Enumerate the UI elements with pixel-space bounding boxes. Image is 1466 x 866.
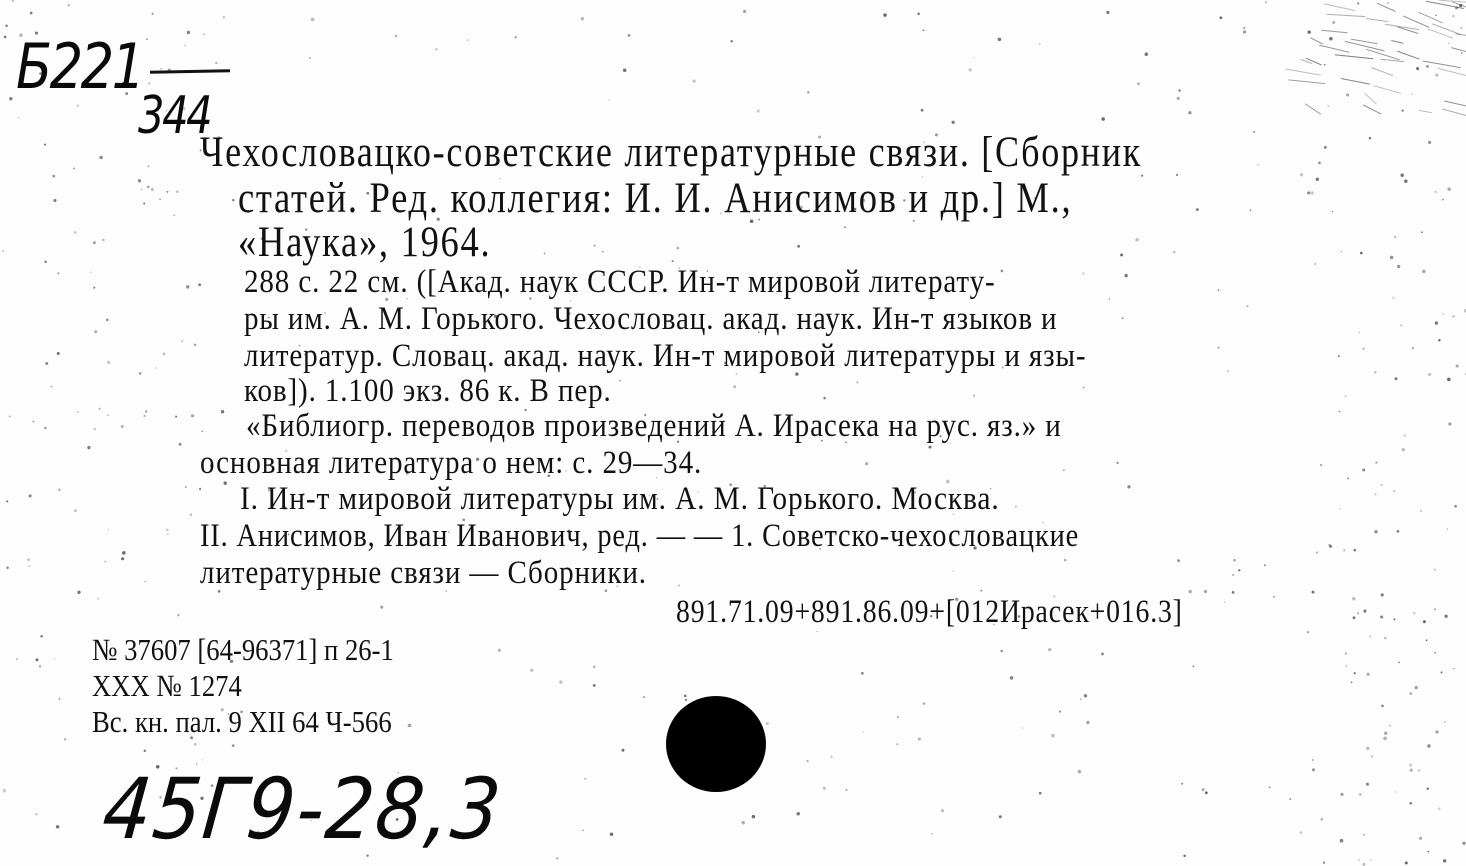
note-line-2: основная литература о нем: с. 29—34. bbox=[200, 445, 703, 481]
description-line-2: ры им. А. М. Горького. Чехословац. акад. наук. Ин-т языков и bbox=[244, 301, 1058, 337]
title-line-2: статей. Ред. коллегия: И. И. Анисимов и др.] М., bbox=[238, 175, 1073, 222]
registry-line-2: XXX № 1274 bbox=[92, 668, 242, 703]
registry-line-3: Вс. кн. пал. 9 XII 64 Ч-566 bbox=[92, 704, 392, 739]
title-line-3: «Наука», 1964. bbox=[238, 219, 492, 266]
classification-code: 891.71.09+891.86.09+[012Ирасек+016.3] bbox=[676, 594, 1183, 630]
punch-hole bbox=[666, 696, 766, 792]
note-line-1: «Библиогр. переводов произведений А. Ирасека на рус. яз.» и bbox=[246, 408, 1062, 444]
description-line-3: литератур. Словац. акад. наук. Ин-т мировой литературы и язы- bbox=[244, 338, 1087, 374]
call-number-bottom: 344 bbox=[138, 86, 211, 146]
description-line-4: ков]). 1.100 экз. 86 к. В пер. bbox=[244, 373, 612, 409]
title-line-1: Чехословацко-советские литературные связи. [Сборник bbox=[200, 129, 1142, 176]
inventory-number: 45Г9-28,3 bbox=[98, 760, 507, 858]
registry-line-1: № 37607 [64-96371] п 26-1 bbox=[92, 632, 394, 667]
tracing-line-3: литературные связи — Сборники. bbox=[200, 555, 647, 591]
tracing-line-2: II. Анисимов, Иван Иванович, ред. — — 1. Советско-чехословацкие bbox=[200, 518, 1080, 554]
call-number-top: Б221 bbox=[16, 30, 143, 103]
tracing-line-1: I. Ин-т мировой литературы им. А. М. Горького. Москва. bbox=[240, 481, 1000, 517]
description-line-1: 288 с. 22 см. ([Акад. наук СССР. Ин-т мировой литерату- bbox=[244, 264, 996, 300]
